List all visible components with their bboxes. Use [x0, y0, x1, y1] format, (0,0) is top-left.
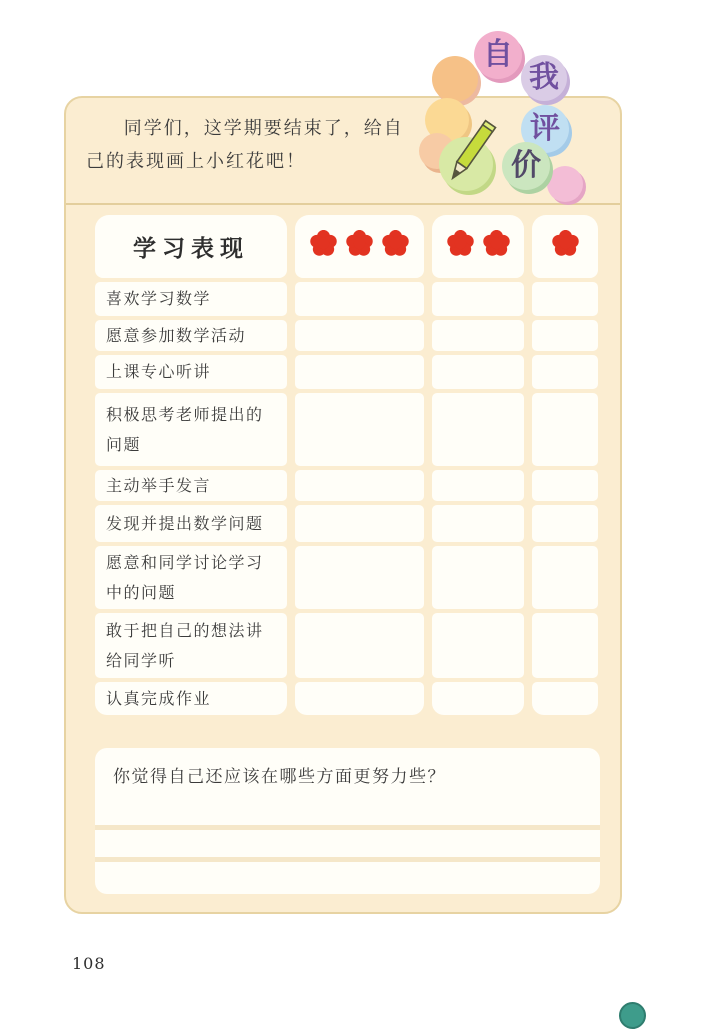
table-cell-empty — [432, 470, 524, 501]
evaluation-card — [64, 96, 622, 914]
table-cell-empty — [432, 282, 524, 316]
badge-circle-jia — [502, 142, 550, 190]
page-number: 108 — [72, 954, 106, 973]
table-cell-empty — [295, 682, 424, 715]
table-header-label: 学习表现 — [95, 215, 287, 278]
badge-circle-zi — [474, 31, 522, 79]
badge-char: 自 — [483, 37, 513, 72]
table-cell-empty — [432, 682, 524, 715]
row-label: 愿意和同学讨论学习中的问题 — [95, 546, 287, 609]
table-cell-empty — [532, 505, 598, 542]
table-header-flowers-1 — [532, 215, 598, 278]
table-cell-empty — [295, 393, 424, 466]
table-cell-empty — [532, 470, 598, 501]
table-cell-empty — [532, 355, 598, 389]
flower-icon — [447, 230, 474, 257]
table-header-flowers-3 — [295, 215, 424, 278]
table-cell-empty — [295, 505, 424, 542]
writing-line — [95, 825, 600, 830]
table-cell-empty — [532, 682, 598, 715]
table-cell-empty — [432, 393, 524, 466]
flower-icon — [382, 230, 409, 257]
table-cell-empty — [532, 613, 598, 678]
table-cell-empty — [432, 505, 524, 542]
row-label: 发现并提出数学问题 — [95, 505, 287, 542]
table-cell-empty — [432, 613, 524, 678]
partial-sticker — [619, 1002, 646, 1029]
table-header-flowers-2 — [432, 215, 524, 278]
question-text: 你觉得自己还应该在哪些方面更努力些？ — [113, 767, 446, 787]
table-cell-empty — [532, 393, 598, 466]
table-cell-empty — [295, 470, 424, 501]
flower-icon — [346, 230, 373, 257]
badge-circle-wo — [521, 55, 567, 101]
table-cell-empty — [295, 282, 424, 316]
self-evaluation-badge — [425, 25, 600, 197]
badge-circle-pink — [547, 166, 583, 202]
table-cell-empty — [295, 613, 424, 678]
intro-line-2: 己的表现画上小红花吧！ — [86, 151, 306, 172]
badge-char: 我 — [529, 60, 559, 95]
table-cell-empty — [532, 282, 598, 316]
writing-line — [95, 857, 600, 862]
flower-icon — [483, 230, 510, 257]
table-cell-empty — [432, 320, 524, 351]
table-cell-empty — [532, 320, 598, 351]
flower-icon — [310, 230, 337, 257]
pencil-icon — [439, 110, 503, 194]
table-cell-empty — [295, 355, 424, 389]
question-panel — [95, 748, 600, 894]
flower-icon — [552, 230, 579, 257]
evaluation-table — [95, 215, 598, 715]
divider-line — [66, 203, 620, 205]
table-cell-empty — [432, 546, 524, 609]
intro-line-1: 同学们，这学期要结束了，给自 — [123, 118, 404, 139]
badge-circle-orange — [432, 56, 478, 102]
row-label: 喜欢学习数学 — [95, 282, 287, 316]
row-label: 认真完成作业 — [95, 682, 287, 715]
row-label: 上课专心听讲 — [95, 355, 287, 389]
row-label: 愿意参加数学活动 — [95, 320, 287, 351]
badge-char: 价 — [511, 148, 541, 183]
table-cell-empty — [295, 546, 424, 609]
table-cell-empty — [532, 546, 598, 609]
row-label: 主动举手发言 — [95, 470, 287, 501]
table-cell-empty — [432, 355, 524, 389]
table-cell-empty — [295, 320, 424, 351]
badge-char: 评 — [530, 111, 560, 146]
row-label: 积极思考老师提出的问题 — [95, 393, 287, 466]
row-label: 敢于把自己的想法讲给同学听 — [95, 613, 287, 678]
